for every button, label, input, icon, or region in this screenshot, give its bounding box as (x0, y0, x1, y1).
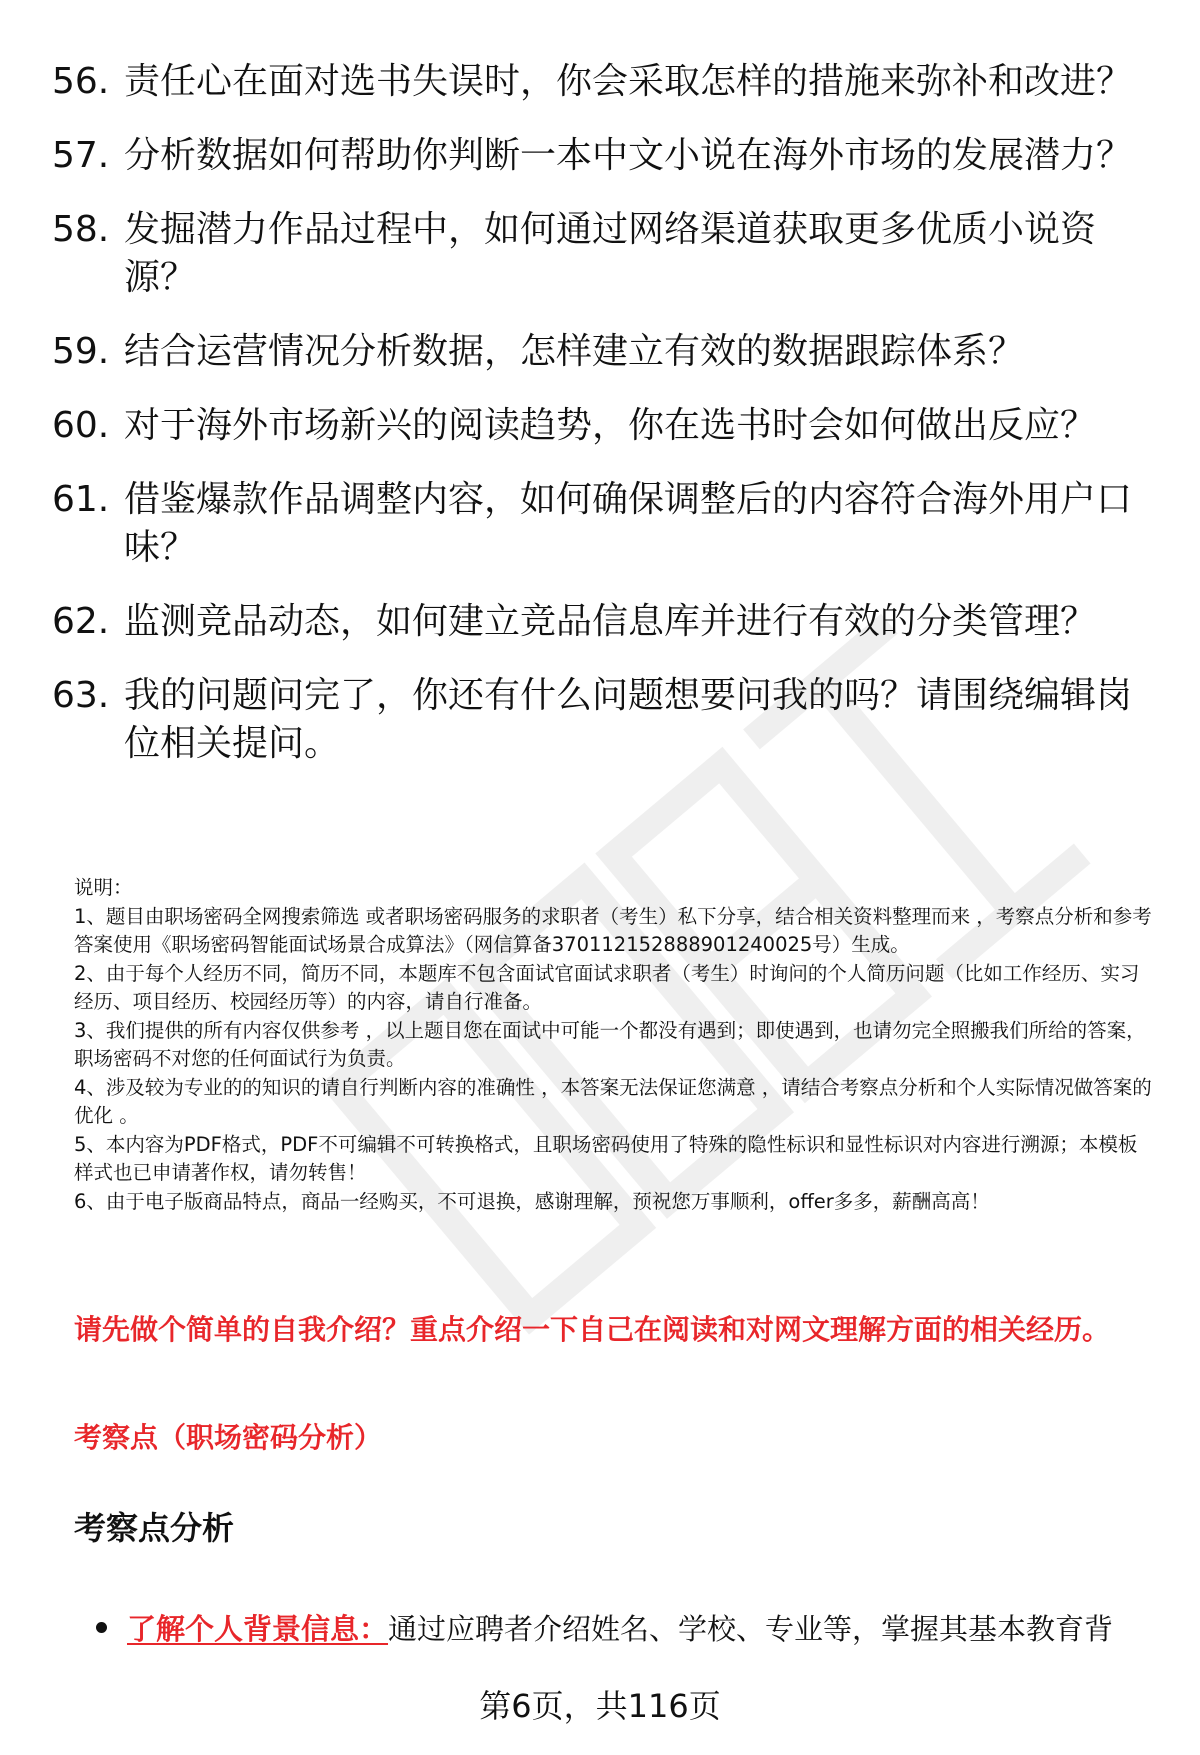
page-footer: 第6页，共116页 (479, 1687, 721, 1725)
question-item (52, 672, 1152, 768)
section-heading: 考察点分析 (74, 1509, 235, 1547)
question-number: 63. (52, 675, 110, 716)
note-item: 6、由于电子版商品特点，商品一经购买，不可退换，感谢理解，预祝您万事顺利，offer多多，薪酬高高！ (74, 1189, 990, 1213)
question-item (52, 476, 1152, 572)
analysis-subheading: 考察点（职场密码分析） (74, 1421, 383, 1454)
question-item (52, 598, 1152, 646)
note-item: 1、题目由职场密码全网搜索筛选 或者职场密码服务的求职者（考生）私下分享，结合相关资料整理而来 ，考察点分析和参考答案使用《职场密码智能面试场景合成算法》（网信算备370112152888901240025号）生成。 (74, 904, 1152, 956)
question-number: 59. (52, 331, 110, 372)
note-item: 3、我们提供的所有内容仅供参考 ，以上题目您在面试中可能一个都没有遇到；即使遇到，也请勿完全照搬我们所给的答案，职场密码不对您的任何面试行为负责。 (74, 1018, 1146, 1070)
question-text: 借鉴爆款作品调整内容，如何确保调整后的内容符合海外用户口味？ (124, 479, 1133, 568)
question-number: 60. (52, 405, 110, 446)
question-number: 58. (52, 209, 110, 250)
question-item (52, 58, 1152, 106)
question-number: 62. (52, 601, 110, 642)
note-item: 4、涉及较为专业的的知识的请自行判断内容的准确性 ，本答案无法保证您满意 ，请结合考察点分析和个人实际情况做答案的优化 。 (74, 1075, 1152, 1127)
note-item: 5、本内容为PDF格式，PDF不可编辑不可转换格式，且职场密码使用了特殊的隐性标识和显性标识对内容进行溯源；本模板样式也已申请著作权，请勿转售！ (74, 1132, 1138, 1184)
question-item (52, 132, 1152, 180)
notes-section (74, 874, 1154, 1216)
question-text: 监测竞品动态，如何建立竞品信息库并进行有效的分类管理？ (124, 601, 1097, 642)
interview-question-heading: 请先做个简单的自我介绍？重点介绍一下自己在阅读和对网文理解方面的相关经历。 (74, 1313, 1111, 1346)
question-text: 我的问题问完了，你还有什么问题想要问我的吗？请围绕编辑岗位相关提问。 (124, 675, 1133, 764)
question-text: 分析数据如何帮助你判断一本中文小说在海外市场的发展潜力？ (124, 135, 1133, 176)
question-number: 61. (52, 479, 110, 520)
bullet-label: 了解个人背景信息： (127, 1612, 389, 1646)
question-text: 责任心在面对选书失误时，你会采取怎样的措施来弥补和改进？ (124, 61, 1133, 102)
question-item (52, 206, 1152, 302)
question-number: 56. (52, 61, 110, 102)
question-list (52, 58, 1152, 794)
question-text: 发掘潜力作品过程中，如何通过网络渠道获取更多优质小说资源？ (124, 209, 1097, 298)
note-item: 2、由于每个人经历不同，简历不同，本题库不包含面试官面试求职者（考生）时询问的个人简历问题（比如工作经历、实习经历、项目经历、校园经历等）的内容，请自行准备。 (74, 961, 1140, 1013)
question-number: 57. (52, 135, 110, 176)
bullet-text: 通过应聘者介绍姓名、学校、专业等，掌握其基本教育背 (388, 1612, 1114, 1646)
question-item (52, 328, 1152, 376)
notes-title: 说明： (74, 876, 133, 899)
question-text: 结合运营情况分析数据，怎样建立有效的数据跟踪体系？ (124, 331, 1025, 372)
question-item (52, 402, 1152, 450)
question-text: 对于海外市场新兴的阅读趋势，你在选书时会如何做出反应？ (124, 405, 1097, 446)
bullet-dot-icon (96, 1622, 107, 1633)
bullet-item (96, 1608, 1156, 1650)
